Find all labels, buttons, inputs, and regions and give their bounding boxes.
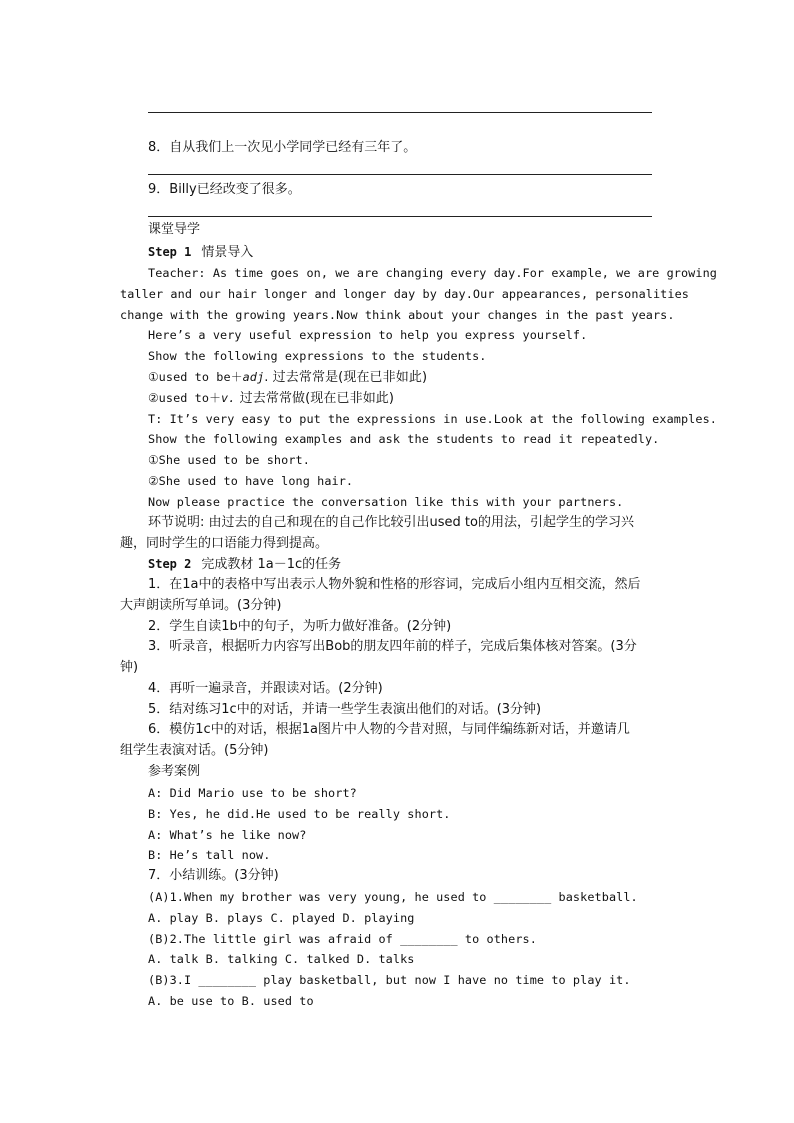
quiz-question-2: (B)2.The little girl was afraid of ________ to others. [148,932,537,946]
expression-text: ②used to＋ [148,391,221,405]
answer-line [148,174,652,175]
task-line: 钟) [120,660,139,675]
task-line: 组学生表演对话。(5分钟) [120,743,269,758]
section-title: 课堂导学 [148,222,201,237]
paragraph-line: Show the following expressions to the students. [148,349,487,363]
paragraph-line: Now please practice the conversation like this with your partners. [148,495,624,509]
task-line: 3．听录音，根据听力内容写出Bob的朋友四年前的样子，完成后集体核对答案。(3分 [148,639,637,654]
quiz-question-1: (A)1.When my brother was very young, he used to ________ basketball. [148,890,638,904]
expression-2 [148,388,674,410]
paragraph-line: taller and our hair longer and longer day by day.Our appearances, personalities [120,287,689,301]
task-line: 6．模仿1c中的对话，根据1a图片中人物的今昔对照，与同伴编练新对话，并邀请几 [148,722,630,737]
expression-italic: v. [221,391,236,405]
step2-title: 完成教材 1a－1c的任务 [201,557,342,572]
task-line: 5．结对练习1c中的对话，并请一些学生表演出他们的对话。(3分钟) [148,702,542,717]
step1-title: 情景导入 [201,245,254,260]
answer-line [148,112,652,113]
expression-meaning: . 过去常常是(现在已非如此) [264,370,428,385]
quiz-options-3: A. be use to B. used to [148,994,314,1008]
reference-title: 参考案例 [148,764,201,779]
task-line: 7．小结训练。(3分钟) [148,868,279,883]
example-1: ①She used to be short. [148,453,310,467]
step2-label: Step 2 [148,557,192,571]
task-line: 1．在1a中的表格中写出表示人物外貌和性格的形容词，完成后小组内互相交流，然后 [148,577,641,592]
expression-italic: adj [242,370,265,384]
dialogue-line: B: He’s tall now. [148,848,271,862]
step1-heading [148,242,674,264]
expression-text: ①used to be＋ [148,370,243,384]
paragraph-line: Teacher: As time goes on, we are changing every day.For example, we are growing [148,266,717,280]
expression-meaning: 过去常常做(现在已非如此) [235,391,395,406]
paragraph-line: change with the growing years.Now think about your changes in the past years. [120,308,675,322]
paragraph-line: Show the following examples and ask the students to read it repeatedly. [148,432,660,446]
expression-1 [148,367,674,389]
exercise-8: 8．自从我们上一次见小学同学已经有三年了。 [148,140,417,155]
dialogue-line: A: Did Mario use to be short? [148,786,357,800]
note-line: 趣，同时学生的口语能力得到提高。 [120,536,329,551]
step2-heading [148,554,674,576]
step1-label: Step 1 [148,245,192,259]
note-line: 环节说明: 由过去的自己和现在的自己作比较引出used to的用法，引起学生的学习兴 [148,515,634,530]
dialogue-line: A: What’s he like now? [148,828,307,842]
quiz-question-3: (B)3.I ________ play basketball, but now I have no time to play it. [148,973,631,987]
task-line: 大声朗读所写单词。(3分钟) [120,598,282,613]
task-line: 2．学生自读1b中的句子，为听力做好准备。(2分钟) [148,619,452,634]
answer-line [148,216,652,217]
exercise-9: 9．Billy已经改变了很多。 [148,182,301,197]
dialogue-line: B: Yes, he did.He used to be really short. [148,807,451,821]
paragraph-line: T: It’s very easy to put the expressions in use.Look at the following examples. [148,412,717,426]
quiz-options-2: A. talk B. talking C. talked D. talks [148,952,415,966]
task-line: 4．再听一遍录音，并跟读对话。(2分钟) [148,681,383,696]
example-2: ②She used to have long hair. [148,474,354,488]
paragraph-line: Here’s a very useful expression to help you express yourself. [148,328,588,342]
quiz-options-1: A. play B. plays C. played D. playing [148,911,415,925]
